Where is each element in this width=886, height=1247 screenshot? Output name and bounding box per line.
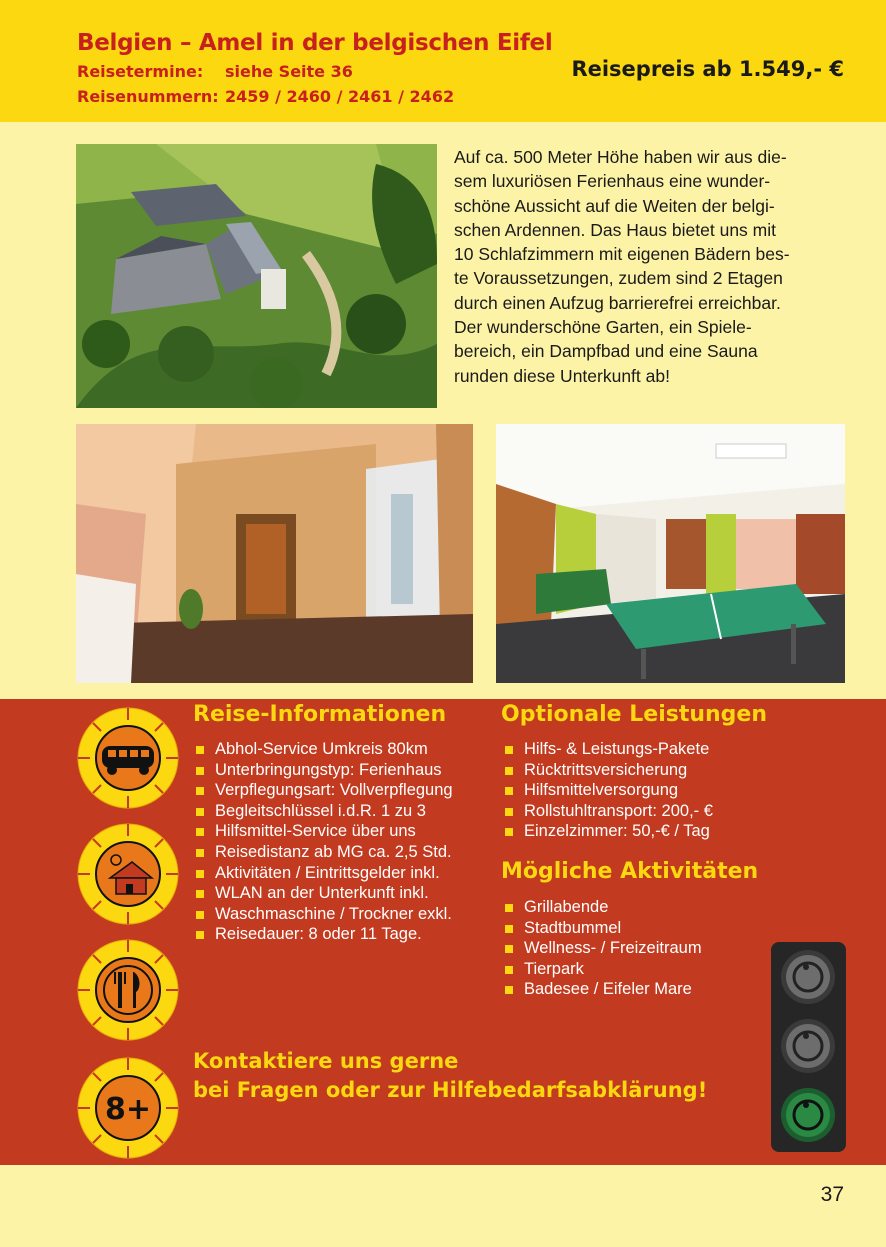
travel-numbers-value: 2459 / 2460 / 2461 / 2462: [225, 87, 455, 106]
cutlery-icon: [76, 938, 180, 1042]
page-title: Belgien – Amel in der belgischen Eifel: [77, 30, 553, 56]
travel-dates-value: siehe Seite 36: [225, 62, 353, 81]
intro-line: bereich, ein Dampfbad und eine Sauna: [454, 341, 758, 362]
list-item: Begleitschlüssel i.d.R. 1 zu 3: [193, 801, 453, 822]
travel-dates-label: Reisetermine:: [77, 62, 204, 81]
list-item: Waschmaschine / Trockner exkl.: [193, 904, 453, 925]
contact-line: Kontaktiere uns gerne: [193, 1049, 459, 1073]
list-item: Tierpark: [502, 959, 702, 980]
list-item: Hilfs- & Leistungs-Pakete: [502, 739, 713, 760]
age-badge-icon: [76, 1056, 180, 1160]
list-item: Grillabende: [502, 897, 702, 918]
optional-services-title: Optionale Leistungen: [501, 702, 767, 727]
header-bar: [0, 0, 886, 122]
list-item: Reisedistanz ab MG ca. 2,5 Std.: [193, 842, 453, 863]
list-item: Reisedauer: 8 oder 11 Tage.: [193, 924, 453, 945]
intro-text: [454, 145, 846, 388]
age-badge-text: 8+: [104, 1092, 152, 1127]
travel-info-title: Reise-Informationen: [193, 702, 447, 727]
list-item: Stadtbummel: [502, 918, 702, 939]
list-item: Wellness- / Freizeitraum: [502, 938, 702, 959]
list-item: Unterbringungstyp: Ferienhaus: [193, 760, 453, 781]
house-aerial-photo: [76, 144, 437, 408]
wheelchair-icon: [781, 1019, 835, 1073]
accessibility-rating: [771, 942, 846, 1152]
travel-numbers-row: [77, 87, 454, 106]
list-item: Verpflegungsart: Vollverpflegung: [193, 780, 453, 801]
intro-line: te Voraussetzungen, zudem sind 2 Etagen: [454, 268, 783, 289]
intro-line: schen Ardennen. Das Haus bietet uns mit: [454, 219, 776, 240]
list-item: Rücktrittsversicherung: [502, 760, 713, 781]
intro-line: Auf ca. 500 Meter Höhe haben wir aus die-: [454, 147, 787, 167]
travel-dates-row: [77, 62, 353, 81]
travel-numbers-label: Reisenummern:: [77, 87, 219, 106]
list-item: Einzelzimmer: 50,-€ / Tag: [502, 821, 713, 842]
contact-line: bei Fragen oder zur Hilfebedarfsabklärung!: [193, 1078, 708, 1102]
travel-info-list: [193, 739, 453, 945]
wheelchair-icon: [781, 950, 835, 1004]
intro-line: 10 Schlafzimmern mit eigenen Bädern bes-: [454, 244, 790, 265]
bus-icon: [76, 706, 180, 810]
list-item: Aktivitäten / Eintrittsgelder inkl.: [193, 863, 453, 884]
wheelchair-icon: [781, 1088, 835, 1142]
price-label: Reisepreis ab 1.549,- €: [571, 57, 844, 81]
holiday-house-icon: [76, 822, 180, 926]
intro-line: Der wunderschöne Garten, ein Spiele-: [454, 317, 752, 338]
intro-line: durch einen Aufzug barrierefrei erreichbar.: [454, 292, 781, 313]
page-number: 37: [820, 1183, 844, 1206]
intro-line: sem luxuriösen Ferienhaus eine wunder-: [454, 171, 771, 192]
intro-line: schöne Aussicht auf die Weiten der belgi-: [454, 195, 775, 216]
list-item: Hilfsmittelversorgung: [502, 780, 713, 801]
list-item: Badesee / Eifeler Mare: [502, 979, 702, 1000]
sauna-photo: [76, 424, 473, 683]
game-room-photo: [496, 424, 845, 683]
list-item: Hilfsmittel-Service über uns: [193, 821, 453, 842]
list-item: Rollstuhltransport: 200,- €: [502, 801, 713, 822]
optional-services-list: [502, 739, 713, 842]
contact-note: [193, 1047, 707, 1105]
activities-list: [502, 897, 702, 1000]
list-item: Abhol-Service Umkreis 80km: [193, 739, 453, 760]
activities-title: Mögliche Aktivitäten: [501, 859, 759, 884]
list-item: WLAN an der Unterkunft inkl.: [193, 883, 453, 904]
intro-line: runden diese Unterkunft ab!: [454, 365, 670, 386]
